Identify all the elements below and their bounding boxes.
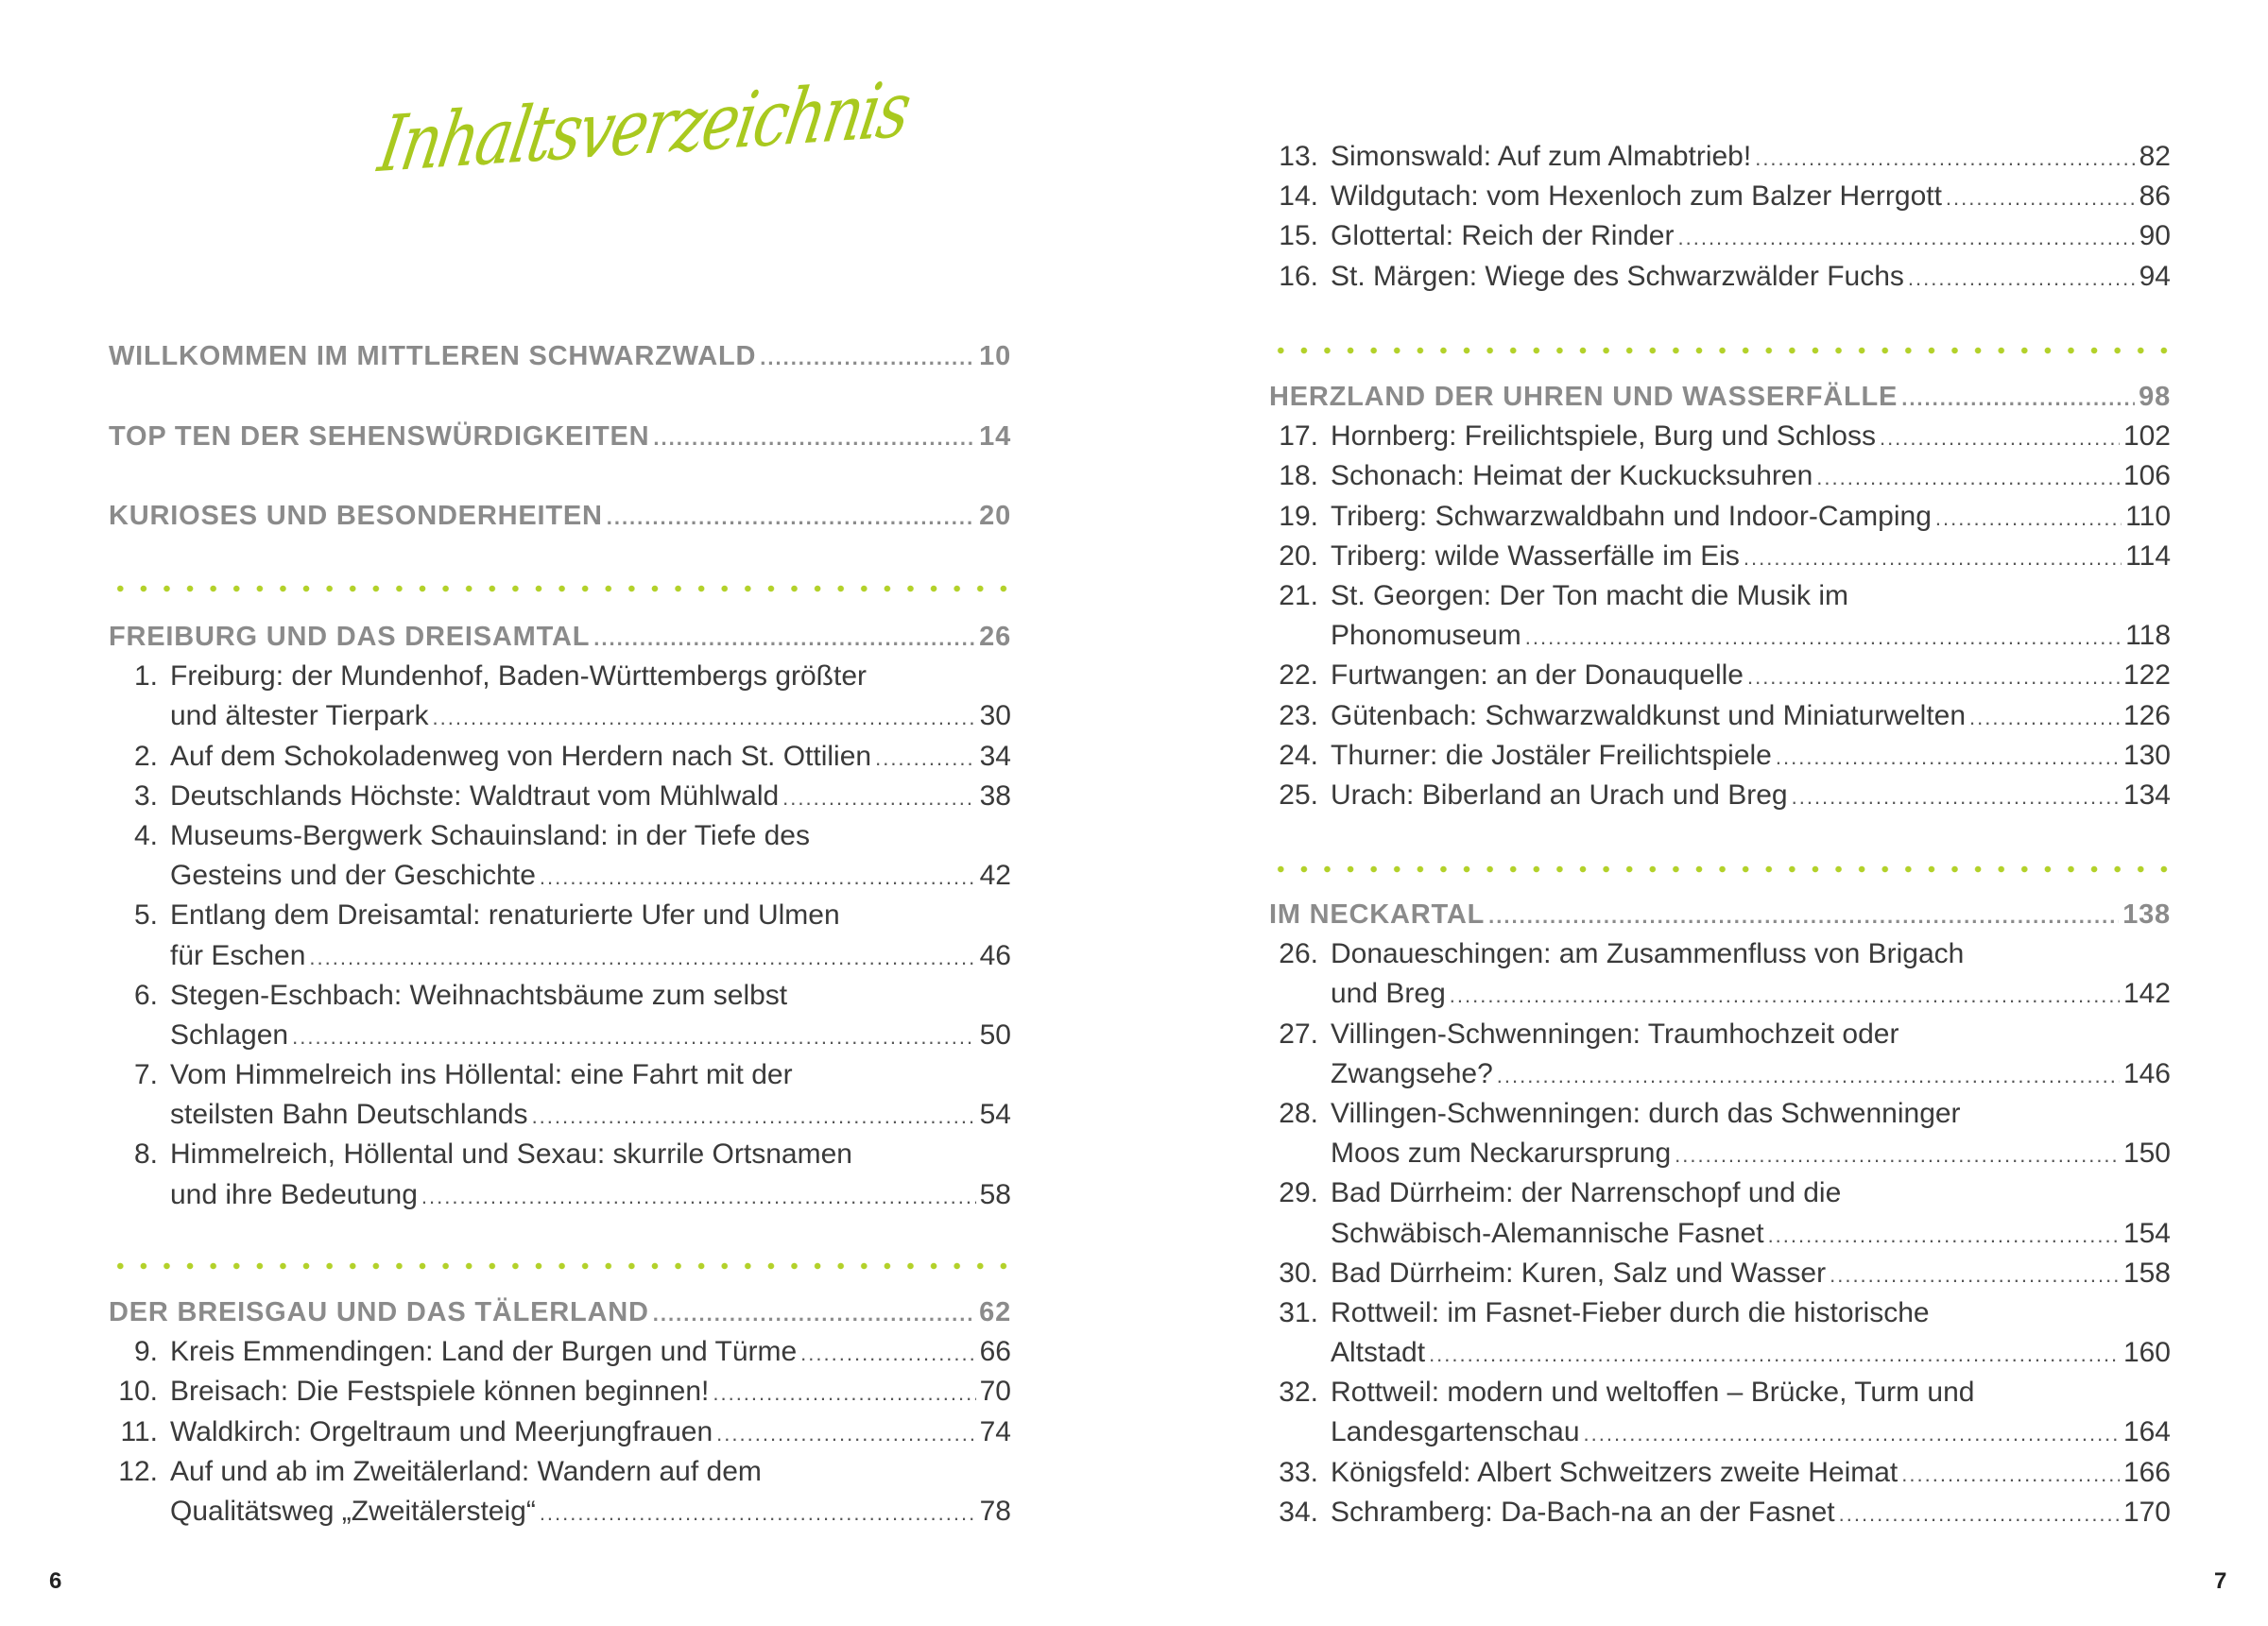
entry-number: 1. [133, 660, 158, 693]
entry-line [109, 1055, 1011, 1095]
section-heading[interactable] [1269, 377, 2171, 417]
heading-label: TOP TEN DER SEHENSWÜRDIGKEITEN [109, 421, 650, 452]
dot-leader [1776, 738, 2120, 778]
dot-leader [1908, 259, 2136, 299]
entry-title: Villingen-Schwenningen: Traumhochzeit oder [1331, 1018, 1899, 1050]
page-number: 142 [2122, 978, 2171, 1010]
heading-label: WILLKOMMEN IM MITTLEREN SCHWARZWALD [109, 341, 757, 371]
page-number: 66 [979, 1336, 1011, 1368]
page-title-inhaltsverzeichnis: Inhaltsverzeichnis [372, 65, 916, 191]
page-number: 146 [2122, 1057, 2171, 1089]
entry-line [1269, 696, 2171, 736]
entry-line [1269, 1173, 2171, 1213]
entry-line [1269, 1293, 2171, 1333]
toc-entry[interactable] [1269, 1094, 2171, 1173]
entry-line [109, 976, 1011, 1016]
toc-entry[interactable] [1269, 776, 2171, 815]
entry-number: 12. [118, 1455, 158, 1487]
entry-title: Bad Dürrheim: Kuren, Salz und Wasser [1331, 1257, 1827, 1289]
dot-leader [1678, 218, 2136, 258]
toc-entry[interactable] [109, 1452, 1011, 1532]
dot-leader [1839, 1495, 2120, 1534]
entry-number: 20. [1279, 539, 1318, 572]
toc-entry[interactable] [1269, 1173, 2171, 1253]
page-number-right: 7 [2214, 1568, 2227, 1594]
entry-number: 7. [133, 1059, 158, 1091]
page-number: 62 [979, 1297, 1011, 1327]
section-breisgau [109, 1292, 1011, 1532]
entry-number: 26. [1279, 938, 1318, 970]
entry-line [109, 1332, 1011, 1372]
entry-title: Thurner: die Jostäler Freilichtspiele [1331, 739, 1772, 771]
toc-entry[interactable] [1269, 656, 2171, 695]
entry-number: 9. [133, 1336, 158, 1368]
dot-leader [716, 1414, 975, 1454]
entry-title: Rottweil: im Fasnet-Fieber durch die historische [1331, 1296, 1930, 1328]
entry-title: Waldkirch: Orgeltraum und Meerjungfrauen [170, 1415, 713, 1447]
entry-title: Rottweil: modern und weltoffen – Brücke, Turm und [1331, 1377, 1975, 1409]
entry-number: 6. [133, 979, 158, 1011]
dot-leader [593, 619, 975, 659]
dot-leader [1744, 539, 2122, 578]
entry-number: 25. [1279, 779, 1318, 811]
entry-line [1269, 616, 2171, 656]
toc-entry[interactable] [1269, 216, 2171, 256]
entry-line [109, 816, 1011, 856]
entry-number: 18. [1279, 460, 1318, 492]
toc-entry[interactable] [109, 737, 1011, 777]
entry-number: 13. [1279, 141, 1318, 172]
entry-number: 32. [1279, 1377, 1318, 1409]
entry-line [1269, 1453, 2171, 1493]
entry-title: St. Georgen: Der Ton macht die Musik im [1331, 579, 1848, 611]
dot-leader [421, 1177, 976, 1217]
page-number: 102 [2122, 420, 2171, 453]
entry-line [109, 1452, 1011, 1492]
page-number: 82 [2139, 141, 2171, 172]
entry-line [1269, 1134, 2171, 1173]
entry-line [1269, 1214, 2171, 1254]
page-number-left: 6 [49, 1568, 62, 1594]
entry-line [1269, 934, 2171, 974]
dot-leader [1450, 976, 2120, 1016]
dot-leader [1946, 179, 2136, 218]
toc-entry[interactable] [109, 777, 1011, 816]
entry-title: steilsten Bahn Deutschlands [170, 1099, 528, 1131]
entry-title: Museums-Bergwerk Schauinsland: in der Tiefe des [170, 819, 810, 851]
entry-line [109, 1135, 1011, 1174]
entry-line [109, 1372, 1011, 1412]
entry-title: Schonach: Heimat der Kuckucksuhren [1331, 460, 1813, 492]
page-number: 70 [979, 1376, 1011, 1408]
entry-line [1269, 216, 2171, 256]
entry-title: Vom Himmelreich ins Höllental: eine Fahrt mit der [170, 1059, 793, 1091]
dot-leader [782, 779, 975, 818]
dot-leader [540, 1494, 976, 1533]
dot-leader [653, 419, 975, 458]
toc-entry[interactable] [109, 896, 1011, 975]
entry-title: Triberg: Schwarzwaldbahn und Indoor-Camping [1331, 500, 1932, 532]
toc-entry[interactable] [1269, 934, 2171, 1014]
entry-title: Villingen-Schwenningen: durch das Schwenninger [1331, 1097, 1961, 1129]
entry-title: Wildgutach: vom Hexenloch zum Balzer Herrgott [1331, 180, 1942, 213]
entry-number: 4. [133, 819, 158, 851]
entry-number: 23. [1279, 699, 1318, 731]
toc-entry[interactable] [1269, 1373, 2171, 1452]
toc-entry[interactable] [1269, 1493, 2171, 1532]
dot-leader [1488, 897, 2119, 936]
entry-title: Auf und ab im Zweitälerland: Wandern auf dem [170, 1455, 762, 1487]
toc-entry[interactable] [109, 1055, 1011, 1135]
entry-line [1269, 257, 2171, 297]
entry-line [1269, 137, 2171, 177]
entry-line [109, 696, 1011, 736]
entry-line [109, 1016, 1011, 1055]
toc-entry[interactable] [1269, 736, 2171, 776]
entry-title: Schramberg: Da-Bach-na an der Fasnet [1331, 1496, 1835, 1528]
entry-number: 17. [1279, 420, 1318, 453]
entry-title: Schwäbisch-Alemannische Fasnet [1331, 1217, 1764, 1249]
page-number: 126 [2122, 699, 2171, 731]
page-number: 10 [979, 341, 1011, 371]
entry-title: Moos zum Neckarursprung [1331, 1138, 1672, 1170]
entry-title: Bad Dürrheim: der Narrenschopf und die [1331, 1177, 1842, 1209]
entry-title: Qualitätsweg „Zweitälersteig“ [170, 1495, 536, 1527]
toc-entry[interactable] [109, 1135, 1011, 1214]
entry-line [1269, 1254, 2171, 1293]
entry-number: 14. [1279, 180, 1318, 213]
page-number: 30 [979, 700, 1011, 732]
section-freiburg [109, 617, 1011, 1215]
dot-leader [1584, 1414, 2120, 1454]
dot-leader [1901, 1455, 2120, 1495]
entry-line [1269, 576, 2171, 616]
toc-entry[interactable] [1269, 1293, 2171, 1373]
entry-number: 22. [1279, 659, 1318, 692]
entry-line [1269, 497, 2171, 537]
page-number: 58 [979, 1178, 1011, 1210]
entry-number: 8. [133, 1138, 158, 1171]
entry-number: 28. [1279, 1097, 1318, 1129]
section-heading[interactable] [109, 1292, 1011, 1332]
entry-number: 34. [1279, 1496, 1318, 1528]
page-number: 54 [979, 1099, 1011, 1131]
entry-title: Stegen-Eschbach: Weihnachtsbäume zum selbst [170, 979, 788, 1011]
toc-entry[interactable] [109, 657, 1011, 736]
page-number: 94 [2139, 260, 2171, 292]
toc-entry[interactable] [109, 1372, 1011, 1412]
entry-title: Altstadt [1331, 1337, 1426, 1369]
dot-leader [532, 1097, 976, 1137]
entry-line [1269, 1015, 2171, 1054]
entry-number: 15. [1279, 220, 1318, 252]
entry-title: und ältester Tierpark [170, 700, 429, 732]
entry-line [1269, 537, 2171, 576]
entry-title: Kreis Emmendingen: Land der Burgen und Türme [170, 1336, 798, 1368]
dot-leader [292, 1018, 976, 1057]
dot-leader [760, 338, 975, 378]
toc-entry[interactable] [109, 816, 1011, 896]
intro-item[interactable] [109, 417, 1011, 456]
dot-leader [1525, 618, 2122, 658]
continued-entries [1269, 137, 2171, 297]
entry-line [109, 856, 1011, 896]
section-herzland [1269, 377, 2171, 815]
intro-item[interactable] [109, 336, 1011, 376]
heading-label: IM NECKARTAL [1269, 899, 1486, 930]
dot-leader [1792, 778, 2120, 817]
entry-number: 29. [1279, 1177, 1318, 1209]
entry-number: 2. [133, 740, 158, 772]
dot-leader [540, 858, 976, 898]
dot-leader [800, 1334, 975, 1374]
dot-leader [1747, 658, 2120, 697]
entry-line [1269, 656, 2171, 695]
dot-leader [1675, 1136, 2120, 1175]
toc-entry[interactable] [1269, 537, 2171, 576]
toc-entry[interactable] [1269, 137, 2171, 177]
dot-leader [875, 739, 976, 779]
toc-entry[interactable] [109, 976, 1011, 1055]
entry-title: Donaueschingen: am Zusammenfluss von Brigach [1331, 938, 1965, 970]
page-number: 166 [2122, 1456, 2171, 1488]
entry-line [109, 657, 1011, 696]
entry-line [109, 936, 1011, 976]
entry-title: Triberg: wilde Wasserfälle im Eis [1331, 539, 1740, 572]
entry-number: 30. [1279, 1257, 1318, 1289]
dot-leader [432, 698, 975, 738]
section-heading[interactable] [1269, 895, 2171, 934]
entry-title: Königsfeld: Albert Schweitzers zweite Heimat [1331, 1456, 1899, 1488]
toc-entry[interactable] [1269, 177, 2171, 216]
page-number: 90 [2139, 220, 2171, 252]
intro-item[interactable] [109, 496, 1011, 536]
toc-entry[interactable] [1269, 1015, 2171, 1094]
entry-line [1269, 736, 2171, 776]
toc-entry[interactable] [1269, 576, 2171, 656]
page-number: 34 [979, 740, 1011, 772]
dot-leader [1880, 419, 2120, 458]
dot-leader [653, 1294, 975, 1334]
page-number: 42 [979, 860, 1011, 892]
page-number: 130 [2122, 739, 2171, 771]
entry-line [1269, 1373, 2171, 1412]
heading-label: KURIOSES UND BESONDERHEITEN [109, 501, 603, 531]
toc-entry[interactable] [1269, 497, 2171, 537]
heading-label: FREIBURG UND DAS DREISAMTAL [109, 622, 591, 652]
page-number: 170 [2122, 1496, 2171, 1528]
dot-leader [1755, 139, 2135, 179]
page-number: 110 [2125, 500, 2171, 532]
entry-number: 31. [1279, 1296, 1318, 1328]
toc-entry[interactable] [109, 1412, 1011, 1452]
entry-line [1269, 974, 2171, 1014]
dot-leader [1830, 1256, 2120, 1295]
page-number: 158 [2122, 1257, 2171, 1289]
toc-entry[interactable] [1269, 1453, 2171, 1493]
page-number: 46 [979, 939, 1011, 971]
entry-line [1269, 417, 2171, 456]
page-number: 160 [2122, 1337, 2171, 1369]
entry-number: 33. [1279, 1456, 1318, 1488]
entry-line [1269, 776, 2171, 815]
dot-leader [1901, 379, 2135, 419]
entry-line [109, 1412, 1011, 1452]
entry-title: Hornberg: Freilichtspiele, Burg und Schloss [1331, 420, 1876, 453]
dot-leader [607, 498, 975, 538]
entry-line [109, 777, 1011, 816]
dotted-separator [1269, 347, 2171, 354]
dotted-separator [1269, 865, 2171, 873]
entry-title: Freiburg: der Mundenhof, Baden-Württembergs größter [170, 660, 868, 693]
entry-title: Furtwangen: an der Donauquelle [1331, 659, 1744, 692]
entry-title: für Eschen [170, 939, 306, 971]
entry-title: Glottertal: Reich der Rinder [1331, 220, 1675, 252]
entry-title: Breisach: Die Festspiele können beginnen! [170, 1376, 710, 1408]
heading-label: DER BREISGAU UND DAS TÄLERLAND [109, 1297, 649, 1327]
dot-leader [1429, 1335, 2120, 1375]
page-number: 118 [2125, 620, 2171, 652]
page-number: 150 [2122, 1138, 2171, 1170]
dot-leader [1969, 698, 2120, 738]
page-number: 20 [979, 501, 1011, 531]
entry-title: Urach: Biberland an Urach und Breg [1331, 779, 1788, 811]
entry-number: 3. [133, 779, 158, 812]
page-number: 98 [2139, 382, 2171, 412]
page-number: 38 [979, 779, 1011, 812]
entry-title: Gesteins und der Geschichte [170, 860, 536, 892]
entry-line [109, 737, 1011, 777]
entry-line [109, 1492, 1011, 1532]
page-number: 122 [2122, 659, 2171, 692]
entry-number: 16. [1279, 260, 1318, 292]
entry-line [1269, 177, 2171, 216]
page-number: 74 [979, 1415, 1011, 1447]
entry-title: und Breg [1331, 978, 1446, 1010]
entry-number: 24. [1279, 739, 1318, 771]
toc-entry[interactable] [109, 1332, 1011, 1372]
section-heading[interactable] [109, 617, 1011, 657]
entry-line [1269, 456, 2171, 496]
entry-number: 19. [1279, 500, 1318, 532]
toc-entry[interactable] [1269, 417, 2171, 456]
entry-number: 21. [1279, 579, 1318, 611]
dot-leader [1497, 1056, 2120, 1096]
entry-title: Himmelreich, Höllental und Sexau: skurrile Ortsnamen [170, 1138, 852, 1171]
page-number: 86 [2139, 180, 2171, 213]
page-number: 114 [2125, 539, 2171, 572]
entry-title: Gütenbach: Schwarzwaldkunst und Miniaturwelten [1331, 699, 1967, 731]
entry-title: Deutschlands Höchste: Waldtraut vom Mühlwald [170, 779, 780, 812]
page-number: 138 [2122, 899, 2171, 930]
entry-line [109, 1095, 1011, 1135]
dot-leader [713, 1374, 975, 1413]
dot-leader [1768, 1216, 2120, 1256]
toc-entry[interactable] [1269, 1254, 2171, 1293]
dot-leader [1816, 458, 2120, 498]
entry-number: 27. [1279, 1018, 1318, 1050]
entry-line [109, 1175, 1011, 1215]
entry-title: Zwangsehe? [1331, 1057, 1493, 1089]
section-neckartal [1269, 895, 2171, 1532]
entry-title: Auf dem Schokoladenweg von Herdern nach St. Ottilien [170, 740, 872, 772]
page-number: 14 [979, 421, 1011, 452]
entry-title: Simonswald: Auf zum Almabtrieb! [1331, 141, 1752, 172]
entry-line [1269, 1412, 2171, 1452]
entry-line [1269, 1054, 2171, 1094]
page-number: 78 [979, 1495, 1011, 1527]
page-number: 154 [2122, 1217, 2171, 1249]
toc-entry[interactable] [1269, 456, 2171, 496]
toc-entry[interactable] [1269, 257, 2171, 297]
entry-title: Entlang dem Dreisamtal: renaturierte Ufer und Ulmen [170, 899, 840, 932]
page-number: 134 [2122, 779, 2171, 811]
entry-title: Phonomuseum [1331, 620, 1521, 652]
entry-number: 10. [118, 1376, 158, 1408]
entry-line [109, 896, 1011, 935]
heading-label: HERZLAND DER UHREN UND WASSERFÄLLE [1269, 382, 1899, 412]
dotted-separator [109, 1262, 1011, 1270]
entry-number: 11. [120, 1415, 158, 1447]
dot-leader [309, 938, 975, 978]
dotted-separator [109, 585, 1011, 592]
page-number: 50 [979, 1018, 1011, 1051]
entry-number: 5. [133, 899, 158, 932]
entry-title: Landesgartenschau [1331, 1416, 1580, 1448]
entry-title: St. Märgen: Wiege des Schwarzwälder Fuchs [1331, 260, 1904, 292]
entry-title: und ihre Bedeutung [170, 1178, 418, 1210]
entry-title: Schlagen [170, 1018, 289, 1051]
entry-line [1269, 1094, 2171, 1134]
entry-line [1269, 1333, 2171, 1373]
entry-line [1269, 1493, 2171, 1532]
dot-leader [1935, 499, 2122, 539]
page-number: 26 [979, 622, 1011, 652]
page-number: 164 [2122, 1416, 2171, 1448]
page-number: 106 [2122, 460, 2171, 492]
toc-entry[interactable] [1269, 696, 2171, 736]
